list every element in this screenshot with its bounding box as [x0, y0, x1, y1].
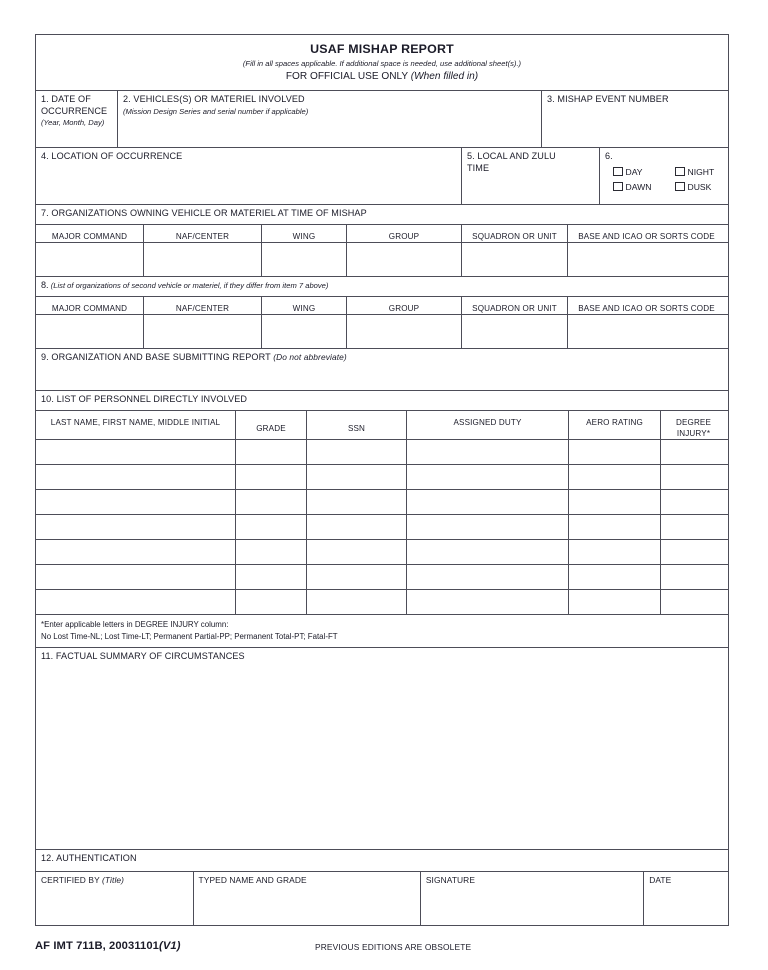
checkbox-label-dawn: DAWN	[625, 181, 652, 192]
cell-grade[interactable]	[235, 540, 306, 564]
item-9-label-text: 9. ORGANIZATION AND BASE SUBMITTING REPORT	[41, 352, 274, 362]
table-row	[36, 490, 728, 515]
item-8-entry-row	[36, 315, 728, 349]
item-2-hint: (Mission Design Series and serial number if applicable)	[123, 106, 309, 116]
item-8-description: (List of organizations of second vehicle or materiel, if they differ from item 7 above)	[50, 281, 329, 290]
cell-degree-injury[interactable]	[660, 590, 726, 614]
item-12-authentication-row	[36, 872, 728, 925]
item-8-cell-base-icao-sorts[interactable]	[567, 315, 725, 348]
checkbox-label-day: DAY	[625, 166, 643, 177]
cell-assigned-duty[interactable]	[406, 440, 568, 464]
item-1-date-of-occurrence[interactable]	[36, 91, 117, 147]
cell-ssn[interactable]	[306, 490, 406, 514]
item-8-column-headers	[36, 297, 728, 315]
cell-assigned-duty[interactable]	[406, 565, 568, 589]
form-identifier	[35, 940, 181, 952]
auth-cell-certified-by[interactable]	[36, 872, 193, 925]
cell-name[interactable]	[36, 490, 235, 514]
column-header-name-text: LAST NAME, FIRST NAME, MIDDLE INITIAL	[50, 418, 221, 427]
checkbox-icon[interactable]	[675, 167, 685, 177]
item-7-column-headers	[36, 225, 728, 243]
item-11-factual-summary[interactable]	[36, 648, 728, 850]
item-8-cell-major-command[interactable]	[36, 315, 143, 348]
fouo-text: FOR OFFICIAL USE ONLY	[285, 71, 411, 82]
item-6-light-condition[interactable]	[599, 148, 728, 204]
form-identifier-number: AF IMT 711B, 20031101	[35, 940, 159, 952]
item-10-label: 10. LIST OF PERSONNEL DIRECTLY INVOLVED	[41, 394, 248, 404]
cell-degree-injury[interactable]	[660, 490, 726, 514]
checkbox-icon[interactable]	[613, 167, 623, 177]
cell-grade[interactable]	[235, 565, 306, 589]
item-2-vehicles-or-materiel[interactable]	[117, 91, 541, 147]
item-5-local-and-zulu-time[interactable]	[461, 148, 599, 204]
auth-label-signature: SIGNATURE	[425, 875, 476, 885]
item-7-cell-base-icao-sorts[interactable]	[567, 243, 725, 276]
cell-assigned-duty[interactable]	[406, 465, 568, 489]
cell-name[interactable]	[36, 515, 235, 539]
item-10-rows	[36, 440, 728, 615]
cell-name[interactable]	[36, 540, 235, 564]
cell-ssn[interactable]	[306, 565, 406, 589]
checkbox-option-night[interactable]	[675, 167, 728, 177]
column-header-assigned-duty: ASSIGNED DUTY	[406, 411, 568, 439]
page-title: USAF MISHAP REPORT	[310, 42, 454, 56]
checkbox-option-dawn[interactable]	[613, 182, 675, 192]
item-7-cell-group[interactable]	[346, 243, 461, 276]
fouo-notice	[40, 70, 724, 84]
usaf-mishap-report-form	[35, 34, 729, 926]
item-8-cell-naf-center[interactable]	[143, 315, 261, 348]
cell-assigned-duty[interactable]	[406, 540, 568, 564]
fouo-qualifier: (When filled in)	[410, 71, 479, 82]
cell-degree-injury[interactable]	[660, 540, 726, 564]
column-header-ssn: SSN	[306, 411, 406, 439]
item-10-column-headers	[36, 411, 728, 440]
cell-name[interactable]	[36, 440, 235, 464]
auth-label-typed-name: TYPED NAME AND GRADE	[198, 875, 307, 885]
cell-aero-rating[interactable]	[568, 515, 660, 539]
cell-ssn[interactable]	[306, 440, 406, 464]
column-header-naf-center: NAF/CENTER	[143, 297, 261, 314]
checkbox-option-day[interactable]	[613, 167, 675, 177]
cell-degree-injury[interactable]	[660, 515, 726, 539]
previous-editions-note: PREVIOUS EDITIONS ARE OBSOLETE	[315, 942, 472, 952]
column-header-wing: WING	[261, 225, 346, 242]
table-row	[36, 440, 728, 465]
table-row	[36, 515, 728, 540]
item-7-cell-naf-center[interactable]	[143, 243, 261, 276]
column-header-group: GROUP	[346, 297, 461, 314]
cell-aero-rating[interactable]	[568, 540, 660, 564]
cell-aero-rating[interactable]	[568, 465, 660, 489]
cell-degree-injury[interactable]	[660, 440, 726, 464]
cell-grade[interactable]	[235, 515, 306, 539]
table-row	[36, 565, 728, 590]
column-header-wing: WING	[261, 297, 346, 314]
cell-ssn[interactable]	[306, 590, 406, 614]
auth-label-certified-by-text: CERTIFIED BY	[41, 875, 103, 885]
cell-assigned-duty[interactable]	[406, 490, 568, 514]
item-9-hint: (Do not abbreviate)	[273, 352, 347, 362]
column-header-major-command: MAJOR COMMAND	[51, 232, 128, 241]
cell-name[interactable]	[36, 590, 235, 614]
item-4-label: 4. LOCATION OF OCCURRENCE	[41, 151, 183, 161]
auth-cell-signature[interactable]	[420, 872, 643, 925]
item-1-hint: (Year, Month, Day)	[41, 118, 105, 128]
column-header-base-icao-sorts: BASE AND ICAO OR SORTS CODE	[567, 297, 725, 314]
checkbox-label-dusk: DUSK	[687, 181, 712, 192]
checkbox-icon[interactable]	[675, 182, 685, 192]
item-4-location-of-occurrence[interactable]	[36, 148, 461, 204]
item-5-label: 5. LOCAL AND ZULU TIME	[467, 151, 556, 173]
auth-cell-typed-name-and-grade[interactable]	[193, 872, 420, 925]
cell-grade[interactable]	[235, 440, 306, 464]
column-header-base-icao-sorts: BASE AND ICAO OR SORTS CODE	[567, 225, 725, 242]
cell-name[interactable]	[36, 565, 235, 589]
auth-label-certified-by-hint: (Title)	[102, 875, 125, 885]
cell-assigned-duty[interactable]	[406, 515, 568, 539]
cell-grade[interactable]	[235, 465, 306, 489]
item-9-organization-submitting-report[interactable]	[36, 349, 728, 391]
cell-grade[interactable]	[235, 490, 306, 514]
column-header-grade: GRADE	[235, 411, 306, 439]
footnote-line-1: *Enter applicable letters in DEGREE INJURY column:	[41, 620, 229, 629]
table-row	[36, 540, 728, 565]
column-header-squadron-or-unit: SQUADRON OR UNIT	[461, 297, 567, 314]
degree-injury-footnote	[36, 615, 728, 648]
item-7-cell-squadron-or-unit[interactable]	[461, 243, 567, 276]
items-4-5-6-row	[36, 148, 728, 205]
form-identifier-version: (V1)	[159, 940, 181, 952]
column-header-name	[36, 411, 235, 439]
column-header-naf-center: NAF/CENTER	[143, 225, 261, 242]
item-6-checkbox-grid	[600, 163, 728, 192]
table-row	[36, 465, 728, 490]
item-7-entry-row	[36, 243, 728, 277]
footnote-line-2: No Lost Time-NL; Lost Time-LT; Permanent Partial-PP; Permanent Total-PT; Fatal-FT	[41, 631, 338, 641]
auth-cell-date[interactable]	[643, 872, 728, 925]
checkbox-option-dusk[interactable]	[675, 182, 728, 192]
checkbox-icon[interactable]	[613, 182, 623, 192]
cell-degree-injury[interactable]	[660, 565, 726, 589]
form-footer	[35, 940, 729, 958]
cell-ssn[interactable]	[306, 515, 406, 539]
item-3-label: 3. MISHAP EVENT NUMBER	[547, 94, 669, 104]
item-8-cell-wing[interactable]	[261, 315, 346, 348]
form-title-block	[36, 35, 728, 91]
item-8-header	[36, 277, 728, 297]
cell-aero-rating[interactable]	[568, 565, 660, 589]
item-7-header	[36, 205, 728, 225]
item-6-number: 6.	[605, 151, 613, 161]
cell-aero-rating[interactable]	[568, 440, 660, 464]
item-7-cell-wing[interactable]	[261, 243, 346, 276]
item-2-label: 2. VEHICLES(S) OR MATERIEL INVOLVED	[123, 94, 305, 104]
item-9-label	[41, 352, 723, 364]
item-11-label: 11. FACTUAL SUMMARY OF CIRCUMSTANCES	[41, 651, 245, 661]
item-7-label: 7. ORGANIZATIONS OWNING VEHICLE OR MATERIEL AT TIME OF MISHAP	[41, 208, 367, 218]
cell-aero-rating[interactable]	[568, 490, 660, 514]
item-8-cell-squadron-or-unit[interactable]	[461, 315, 567, 348]
items-1-2-3-row	[36, 91, 728, 148]
cell-ssn[interactable]	[306, 540, 406, 564]
checkbox-label-night: NIGHT	[687, 166, 715, 177]
item-12-label: 12. AUTHENTICATION	[41, 853, 137, 863]
item-8-cell-group[interactable]	[346, 315, 461, 348]
auth-label-certified-by	[41, 875, 188, 887]
cell-grade[interactable]	[235, 590, 306, 614]
item-8-number: 8.	[41, 280, 49, 290]
column-header-aero-rating: AERO RATING	[568, 411, 660, 439]
item-7-cell-major-command[interactable]	[36, 243, 143, 276]
cell-assigned-duty[interactable]	[406, 590, 568, 614]
item-12-header	[36, 850, 728, 872]
column-header-major-command: MAJOR COMMAND	[51, 304, 128, 313]
item-10-header	[36, 391, 728, 411]
column-header-degree-injury: DEGREE INJURY*	[660, 411, 726, 439]
cell-aero-rating[interactable]	[568, 590, 660, 614]
cell-ssn[interactable]	[306, 465, 406, 489]
item-8-label	[41, 280, 723, 291]
auth-label-date: DATE	[649, 875, 672, 885]
item-1-label: 1. DATE OF OCCURRENCE	[41, 94, 108, 116]
table-row	[36, 590, 728, 615]
form-subtitle: (Fill in all spaces applicable. If additional space is needed, use additional sheet(s).)	[242, 59, 522, 68]
column-header-group: GROUP	[346, 225, 461, 242]
item-3-mishap-event-number[interactable]	[541, 91, 728, 147]
cell-name[interactable]	[36, 465, 235, 489]
column-header-squadron-or-unit: SQUADRON OR UNIT	[461, 225, 567, 242]
cell-degree-injury[interactable]	[660, 465, 726, 489]
